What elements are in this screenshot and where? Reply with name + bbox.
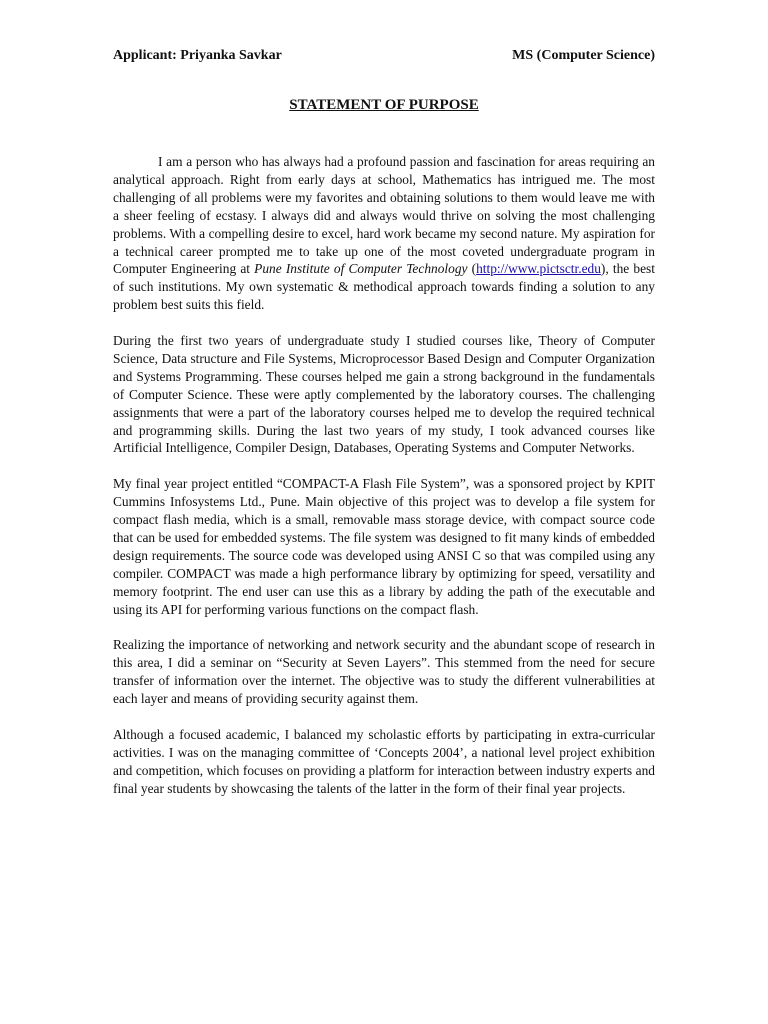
program-name: MS (Computer Science) xyxy=(512,48,655,63)
institute-name: Pune Institute of Computer Technology xyxy=(254,261,468,277)
paragraph-intro xyxy=(113,153,655,314)
document-body xyxy=(113,153,655,815)
paragraph-intro-text: I am a person who has always had a profound passion and fascination for areas requiring an analytical approach. Right from early days at school, Mathematics has intrigued me. The most challenging of all problems were my favorites and obtaining solutions to them would leave me with a sheer feeling of ecstasy. I always did and always would thrive on solving the most challenging problems. With a compelling desire to excel, hard work became my second nature. My aspiration for a technical career prompted me to take up one of the most coveted undergraduate program in Computer Engineering at xyxy=(113,154,655,277)
paragraph-intro-text-end: ), the best of such institutions. My own systematic & methodical approach towards finding a solution to any problem best suits this field. xyxy=(113,261,655,313)
paragraph-coursework: During the first two years of undergraduate study I studied courses like, Theory of Computer Science, Data structure and File Systems, Microprocessor Based Design and Computer Organization and Systems Programming. These courses helped me gain a strong background in the fundamentals of Computer Science. These were aptly complemented by the laboratory courses. The challenging assignments that were a part of the laboratory courses helped me to develop the required technical and programming skills. During the last two years of my study, I took advanced courses like Artificial Intelligence, Compiler Design, Databases, Operating Systems and Computer Networks. xyxy=(113,333,655,456)
institute-link[interactable]: http://www.pictsctr.edu xyxy=(476,261,601,277)
document-title: STATEMENT OF PURPOSE xyxy=(289,97,479,113)
paragraph-seminar: Realizing the importance of networking and network security and the abundant scope of research in this area, I did a seminar on “Security at Seven Layers”. This stemmed from the need for secure transfer of information over the internet. The objective was to study the different vulnerabilities at each layer and means of providing security against them. xyxy=(113,637,655,707)
applicant-name: Applicant: Priyanka Savkar xyxy=(113,48,282,63)
paren-open: ( xyxy=(467,261,477,277)
document-header xyxy=(113,47,655,65)
paragraph-project: My final year project entitled “COMPACT-A Flash File System”, was a sponsored project by KPIT Cummins Infosystems Ltd., Pune. Main objective of this project was to develop a file system for compact flash media, which is a small, removable mass storage device, with compact source code that can be used for embedded systems. The file system was designed to fit many kinds of embedded design requirements. The source code was developed using ANSI C so that was compiled using any compiler. COMPACT was made a high performance library by optimizing for speed, versatility and memory footprint. The end user can use this as a library by adding the path of the executable and using its API for performing various functions on the compact flash. xyxy=(113,476,655,617)
paragraph-activities: Although a focused academic, I balanced my scholastic efforts by participating in extra-curricular activities. I was on the managing committee of ‘Concepts 2004’, a national level project exhibition and competition, which focuses on providing a platform for interaction between industry experts and final year students by showcasing the talents of the latter in the form of their final year projects. xyxy=(113,726,655,796)
